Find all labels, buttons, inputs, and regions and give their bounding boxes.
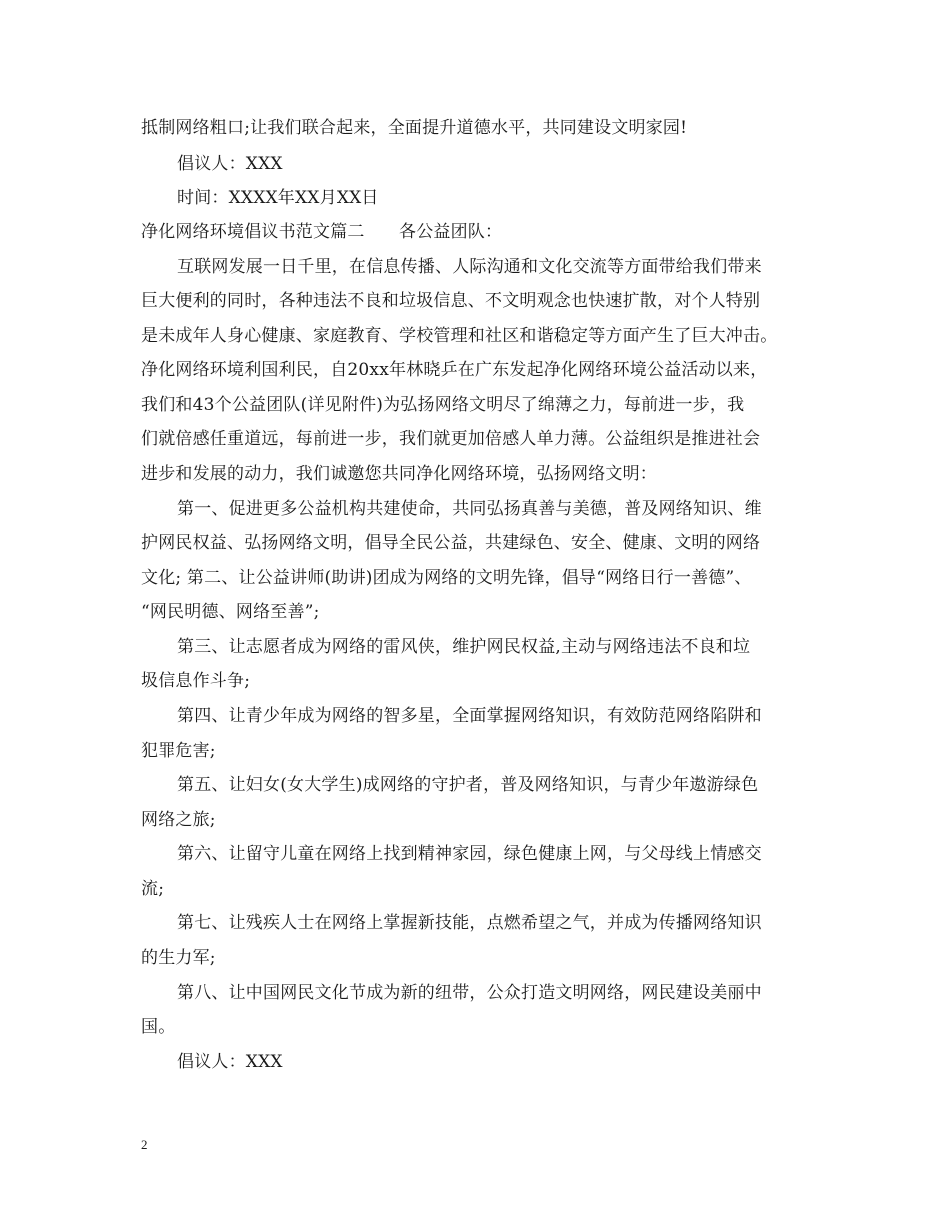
text-line: 的生力军; xyxy=(141,948,216,968)
text-line: 进步和发展的动力，我们诚邀您共同净化网络环境，弘扬网络文明： xyxy=(141,464,657,484)
text-line: 是未成年人身心健康、家庭教育、学校管理和社区和谐稳定等方面产生了巨大冲击。 xyxy=(141,326,778,346)
section-heading: 净化网络环境倡议书范文篇二 各公益团队： xyxy=(141,222,503,242)
page-number: 2 xyxy=(141,1137,148,1152)
text-line: 第八、让中国网民文化节成为新的纽带，公众打造文明网络，网民建设美丽中 xyxy=(177,983,762,1003)
text-line: 第七、让残疾人士在网络上掌握新技能，点燃希望之气，并成为传播网络知识 xyxy=(177,913,762,933)
signer-line: 倡议人：XXX xyxy=(177,1052,283,1072)
text-line: 我们和43个公益团队(详见附件)为弘扬网络文明尽了绵薄之力，每前进一步，我 xyxy=(141,395,745,415)
text-line: 第三、让志愿者成为网络的雷风侠，维护网民权益,主动与网络违法不良和垃 xyxy=(177,637,751,657)
text-line: 净化网络环境利国利民，自20xx年林晓乒在广东发起净化网络环境公益活动以来， xyxy=(141,360,768,380)
text-line: 们就倍感任重道远，每前进一步，我们就更加倍感人单力薄。公益组织是推进社会 xyxy=(141,429,761,449)
text-line: 第四、让青少年成为网络的智多星，全面掌握网络知识，有效防范网络陷阱和 xyxy=(177,706,762,726)
text-line: 流; xyxy=(141,879,165,899)
text-line: 互联网发展一日千里，在信息传播、人际沟通和文化交流等方面带给我们带来 xyxy=(177,257,762,277)
text-line: 护网民权益、弘扬网络文明，倡导全民公益，共建绿色、安全、健康、文明的网络 xyxy=(141,533,761,553)
text-line: 网络之旅; xyxy=(141,810,216,830)
text-line: 圾信息作斗争; xyxy=(141,671,251,691)
date-line: 时间：XXXX年XX月XX日 xyxy=(177,188,379,208)
text-line: 国。 xyxy=(141,1017,176,1037)
text-line: 犯罪危害; xyxy=(141,741,216,761)
text-line: 第六、让留守儿童在网络上找到精神家园，绿色健康上网，与父母线上情感交 xyxy=(177,844,762,864)
text-line: 第一、促进更多公益机构共建使命，共同弘扬真善与美德，普及网络知识、维 xyxy=(177,499,762,519)
signer-line: 倡议人：XXX xyxy=(177,154,283,174)
text-line: 抵制网络粗口;让我们联合起来，全面提升道德水平，共同建设文明家园! xyxy=(141,118,688,138)
text-line: 文化; 第二、让公益讲师(助讲)团成为网络的文明先锋，倡导“网络日行一善德”、 xyxy=(141,568,752,588)
text-line: 第五、让妇女(女大学生)成网络的守护者，普及网络知识，与青少年遨游绿色 xyxy=(177,775,759,795)
text-line: “网民明德、网络至善”; xyxy=(141,602,320,622)
text-line: 巨大便利的同时，各种违法不良和垃圾信息、不文明观念也快速扩散，对个人特别 xyxy=(141,291,761,311)
